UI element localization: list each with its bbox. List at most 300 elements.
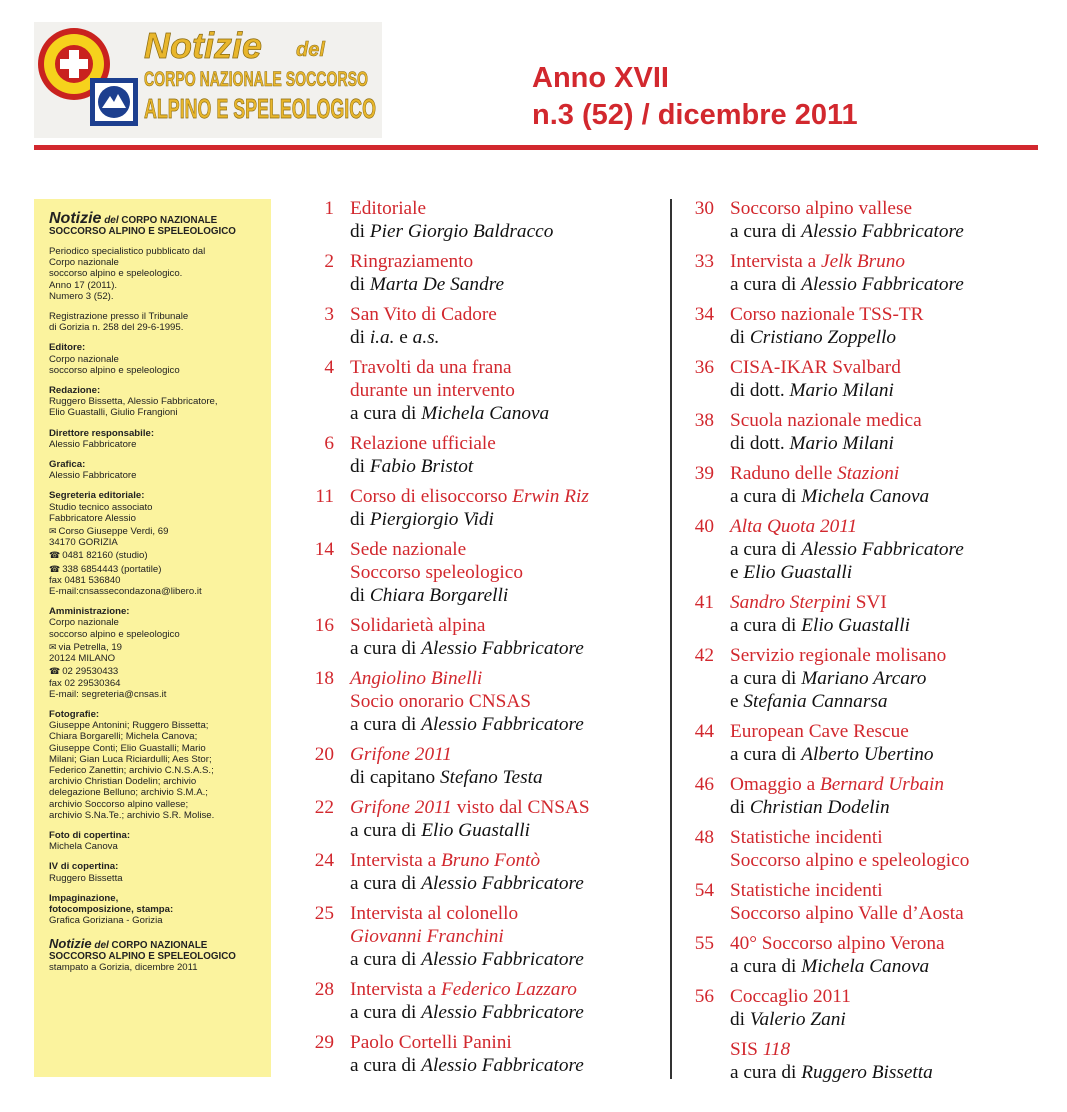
toc-entry[interactable] [680, 462, 1030, 508]
toc-title [350, 561, 662, 584]
toc-title [730, 303, 1030, 326]
toc-entry[interactable] [300, 485, 662, 531]
toc-title-segment: 40° Soccorso alpino Verona [730, 933, 945, 954]
colophon-text-line: Periodico specialistico pubblicato dal [49, 246, 206, 257]
toc-title-segment: CISA-IKAR Svalbard [730, 357, 901, 378]
colophon-line2: SOCCORSO ALPINO E SPELEOLOGICO [49, 226, 236, 237]
colophon-text-line: Chiara Borgarelli; Michela Canova; [49, 731, 198, 743]
toc-page-number: 56 [694, 986, 714, 1007]
toc-page-number: 34 [694, 304, 714, 325]
toc-entry[interactable] [680, 591, 1030, 637]
toc-title [730, 462, 1030, 485]
grafica-label: Grafica: [49, 459, 86, 471]
toc-title-segment: Travolti da una frana [350, 357, 512, 378]
toc-title-segment: Federico Lazzaro [441, 979, 577, 1000]
toc-page-number: 54 [694, 880, 714, 901]
toc-credit-segment: Ruggero Bissetta [801, 1062, 933, 1083]
toc-title-segment: Bruno Fontò [441, 850, 541, 871]
toc-credit-segment: a cura di [350, 714, 422, 735]
toc-page-number: 3 [324, 304, 334, 325]
toc-title [730, 409, 1030, 432]
toc-credit-segment: di [730, 327, 750, 348]
toc-credit-segment: Elio Guastalli [801, 615, 910, 636]
toc-entry[interactable] [680, 197, 1030, 243]
toc-title [350, 849, 662, 872]
toc-credit [350, 948, 662, 971]
toc-credit-segment: di [730, 797, 750, 818]
cai-badge-icon [90, 78, 138, 126]
colophon-text-line: soccorso alpino e speleologico [49, 628, 180, 640]
colophon-text-line: soccorso alpino e speleologico [49, 364, 180, 376]
toc-entry[interactable] [680, 303, 1030, 349]
colophon-text-line: fax 0481 536840 [49, 574, 121, 586]
colophon-intro [49, 246, 261, 302]
logo-line1: CORPO NAZIONALE SOCCORSO [144, 68, 368, 91]
colophon-title: Notizie [49, 210, 102, 227]
toc-title [730, 879, 1030, 902]
toc-credit [730, 743, 1030, 766]
toc-title [730, 356, 1030, 379]
colophon-text-line: Federico Zanettin; archivio C.N.S.A.S.; [49, 764, 214, 776]
toc-page-number: 40 [694, 516, 714, 537]
toc-credit-segment: Alessio Fabbricatore [801, 539, 964, 560]
colophon-footer-title: Notizie [49, 936, 92, 952]
toc-page-number: 38 [694, 410, 714, 431]
toc-credit [730, 485, 1030, 508]
toc-credit [350, 1001, 662, 1024]
toc-entry[interactable] [680, 644, 1030, 713]
phone-icon: ☎ [49, 563, 61, 574]
toc-title-segment: Soccorso alpino e speleologico [730, 850, 970, 871]
colophon-footer [49, 938, 261, 962]
toc-credit-segment: Mario Milani [789, 433, 894, 454]
logo-del: del [296, 39, 325, 61]
issue-info [532, 60, 858, 134]
toc-credit-segment: Alessio Fabbricatore [421, 638, 584, 659]
toc-title [730, 720, 1030, 743]
logo-line2: ALPINO E SPELEOLOGICO [144, 93, 376, 124]
toc-credit [350, 819, 662, 842]
segreteria-phone-mobile: 338 6854443 (portatile) [62, 563, 162, 575]
toc-credit-segment: Marta De Sandre [369, 274, 505, 295]
colophon-text-line: Michela Canova [49, 841, 118, 853]
toc-credit [350, 508, 662, 531]
toc-credit [350, 766, 662, 789]
toc-title [350, 1031, 662, 1054]
toc-credit [730, 690, 1030, 713]
toc-title [350, 250, 662, 273]
toc-title-segment: Bernard Urbain [819, 774, 945, 795]
toc-title-segment: Ringraziamento [350, 251, 474, 272]
toc-credit-segment: a cura di [730, 539, 802, 560]
toc-entry[interactable] [680, 515, 1030, 584]
toc-title [350, 902, 662, 925]
toc-entry[interactable] [680, 409, 1030, 455]
toc-page-number: 55 [694, 933, 714, 954]
toc-page-number: 46 [694, 774, 714, 795]
toc-credit-segment: Alessio Fabbricatore [421, 949, 584, 970]
colophon-footer-line2: SOCCORSO ALPINO E SPELEOLOGICO [49, 951, 236, 963]
colophon-foto-copertina [49, 830, 261, 852]
toc-credit-segment: a cura di [350, 949, 422, 970]
toc-page-number: 30 [694, 198, 714, 219]
toc-entry[interactable] [300, 667, 662, 736]
toc-title-segment: 118 [762, 1039, 791, 1060]
toc-credit-segment: Michela Canova [421, 403, 550, 424]
toc-entry[interactable] [680, 356, 1030, 402]
toc-credit-segment: a cura di [730, 221, 802, 242]
colophon-footer-del: del [94, 940, 109, 952]
toc-title-segment: Intervista a [350, 850, 442, 871]
colophon-text-line: soccorso alpino e speleologico. [49, 268, 183, 280]
toc-credit-segment: Alessio Fabbricatore [421, 1055, 584, 1076]
toc-credit-segment: Alberto Ubertino [801, 744, 934, 765]
toc-title-segment: Paolo Cortelli Panini [350, 1032, 512, 1053]
toc-page-number: 18 [314, 668, 334, 689]
colophon-segreteria [49, 490, 261, 597]
toc-credit-segment: a cura di [350, 1002, 422, 1023]
toc-title [730, 985, 1030, 1008]
colophon-text-line: Giuseppe Conti; Elio Guastalli; Mario [49, 742, 206, 754]
toc-page-number: 42 [694, 645, 714, 666]
toc-title [730, 849, 1030, 872]
toc-title [350, 432, 662, 455]
toc-credit [350, 872, 662, 895]
toc-page-number: 25 [314, 903, 334, 924]
toc-page-number: 29 [314, 1032, 334, 1053]
toc-entry[interactable] [300, 250, 662, 296]
toc-title [350, 690, 662, 713]
toc-column-left [300, 197, 662, 1084]
colophon-text-line: fotocomposizione, stampa: [49, 903, 174, 915]
amministrazione-city: 20124 MILANO [49, 653, 116, 665]
toc-title [350, 485, 662, 508]
toc-title-segment: Solidarietà alpina [350, 615, 486, 636]
colophon-text-line: Elio Guastalli, Giulio Frangioni [49, 407, 178, 419]
toc-credit-segment: Pier Giorgio Baldracco [369, 221, 554, 242]
direttore-label: Direttore responsabile: [49, 427, 155, 439]
toc-entry[interactable] [300, 902, 662, 971]
toc-page-number: 36 [694, 357, 714, 378]
iv-copertina-label: IV di copertina: [49, 861, 119, 873]
toc-title [350, 356, 662, 379]
toc-credit [350, 637, 662, 660]
toc-title-segment: Corso nazionale TSS-TR [730, 304, 924, 325]
masthead-logo [34, 22, 382, 138]
colophon-text-line: Alessio Fabbricatore [49, 470, 137, 482]
toc-title-segment: Erwin Riz [512, 486, 589, 507]
toc-credit-segment: Mariano Arcaro [801, 668, 927, 689]
colophon-sidebar [34, 199, 271, 1077]
toc-page-number: 14 [314, 539, 334, 560]
toc-credit [350, 1054, 662, 1077]
issue-year: Anno XVII [532, 62, 669, 94]
toc-credit-segment: Alessio Fabbricatore [421, 1002, 584, 1023]
toc-page-number: 20 [314, 744, 334, 765]
toc-entry[interactable] [680, 826, 1030, 872]
colophon-text-line: Corpo nazionale [49, 617, 119, 629]
toc-entry[interactable] [300, 432, 662, 478]
toc-page-number: 39 [694, 463, 714, 484]
phone-icon: ☎ [49, 550, 61, 561]
toc-title [350, 978, 662, 1001]
toc-title-segment: Soccorso speleologico [350, 562, 523, 583]
toc-entry[interactable] [680, 932, 1030, 978]
toc-credit [350, 273, 662, 296]
toc-credit-segment: Alessio Fabbricatore [421, 714, 584, 735]
toc-entry[interactable] [680, 1038, 1030, 1084]
toc-title-segment: Soccorso alpino vallese [730, 198, 913, 219]
amministrazione-street: via Petrella, 19 [58, 641, 123, 653]
colophon-iv-copertina [49, 861, 261, 883]
toc-title [350, 303, 662, 326]
colophon-text-line: di Gorizia n. 258 del 29-6-1995. [49, 322, 184, 334]
toc-credit-segment: Piergiorgio Vidi [369, 509, 494, 530]
toc-title-segment: Giovanni Franchini [350, 926, 504, 947]
colophon-editore [49, 342, 261, 376]
toc-entry[interactable] [300, 197, 662, 243]
toc-title-segment: Intervista a [730, 251, 822, 272]
foto-copertina-label: Foto di copertina: [49, 829, 131, 841]
colophon-printed: stampato a Gorizia, dicembre 2011 [49, 962, 198, 974]
toc-credit-segment: e [730, 562, 744, 583]
toc-credit [730, 326, 1030, 349]
segreteria-phone-studio: 0481 82160 (studio) [62, 550, 148, 562]
colophon-direttore [49, 428, 261, 450]
toc-entry[interactable] [300, 743, 662, 789]
toc-credit-segment: di [350, 509, 370, 530]
toc-title [350, 538, 662, 561]
colophon-text-line: Studio tecnico associato [49, 501, 153, 513]
toc-credit-segment: di [350, 456, 370, 477]
toc-title [350, 796, 662, 819]
toc-title [730, 644, 1030, 667]
toc-credit [730, 1061, 1030, 1084]
toc-title-segment: Editoriale [350, 198, 427, 219]
toc-entry[interactable] [300, 1031, 662, 1077]
toc-title [350, 379, 662, 402]
toc-credit [730, 538, 1030, 561]
toc-credit-segment: a cura di [350, 403, 422, 424]
toc-entry[interactable] [680, 879, 1030, 925]
toc-title [730, 902, 1030, 925]
toc-entry[interactable] [300, 849, 662, 895]
colophon-text-line: E-mail:cnsassecondazona@libero.it [49, 586, 202, 598]
envelope-icon: ✉ [49, 526, 57, 537]
toc-credit [350, 220, 662, 243]
toc-page-number: 24 [314, 850, 334, 871]
toc-title [730, 197, 1030, 220]
colophon-redazione [49, 385, 261, 419]
toc-title-segment: Alta Quota 2011 [730, 516, 858, 537]
toc-credit [350, 584, 662, 607]
toc-title [730, 591, 1030, 614]
toc-title-segment: Relazione ufficiale [350, 433, 496, 454]
toc-title [730, 773, 1030, 796]
colophon-text-line: archivio Christian Dodelin; archivio [49, 776, 197, 788]
toc-entry[interactable] [300, 978, 662, 1024]
toc-credit-segment: di [350, 327, 370, 348]
logo-title: Notizie [144, 25, 263, 66]
toc-title [350, 925, 662, 948]
colophon-text-line: Alessio Fabbricatore [49, 438, 137, 450]
colophon-text-line: Registrazione presso il Tribunale [49, 311, 189, 323]
toc-title [730, 826, 1030, 849]
colophon-text-line: Numero 3 (52). [49, 290, 114, 302]
toc-title-segment: Raduno delle [730, 463, 838, 484]
toc-page-number: 28 [314, 979, 334, 1000]
toc-credit-segment: di dott. [730, 433, 790, 454]
toc-entry[interactable] [680, 985, 1030, 1031]
toc-credit-segment: a cura di [730, 744, 802, 765]
toc-title-segment: Scuola nazionale medica [730, 410, 922, 431]
colophon-text-line: archivio Soccorso alpino vallese; [49, 798, 189, 810]
toc-title-segment: European Cave Rescue [730, 721, 909, 742]
toc-credit-segment: a cura di [350, 820, 422, 841]
toc-entry[interactable] [680, 773, 1030, 819]
amministrazione-label: Amministrazione: [49, 606, 130, 618]
segreteria-city: 34170 GORIZIA [49, 537, 118, 549]
fotografie-label: Fotografie: [49, 708, 100, 720]
toc-credit-segment: a.s. [412, 327, 440, 348]
colophon-del: del [104, 215, 119, 226]
toc-credit-segment: e [730, 691, 744, 712]
colophon-text-line: Fabbricatore Alessio [49, 512, 136, 524]
toc-credit [350, 402, 662, 425]
toc-credit-segment: Elio Guastalli [421, 820, 530, 841]
toc-credit [730, 561, 1030, 584]
toc-title-segment: Angiolino Binelli [350, 668, 483, 689]
toc-page-number: 22 [314, 797, 334, 818]
toc-title-segment: Sede nazionale [350, 539, 467, 560]
toc-entry[interactable] [300, 356, 662, 425]
toc-page-number: 41 [694, 592, 714, 613]
toc-entry[interactable] [300, 538, 662, 607]
toc-title [350, 614, 662, 637]
toc-credit [730, 667, 1030, 690]
toc-title [350, 197, 662, 220]
colophon-text-line: Ruggero Bissetta [49, 872, 123, 884]
toc-credit [350, 455, 662, 478]
toc-title [350, 743, 662, 766]
toc-title [730, 1038, 1030, 1061]
toc-page-number: 33 [694, 251, 714, 272]
toc-title-segment: Servizio regionale molisano [730, 645, 947, 666]
toc-credit [730, 955, 1030, 978]
column-divider [670, 199, 672, 1079]
envelope-icon: ✉ [49, 641, 57, 652]
toc-entry[interactable] [680, 250, 1030, 296]
toc-title-segment: durante un intervento [350, 380, 515, 401]
toc-entry[interactable] [300, 303, 662, 349]
toc-title-segment: Soccorso alpino Valle d’Aosta [730, 903, 964, 924]
toc-page-number: 1 [324, 198, 334, 219]
toc-credit-segment: e [394, 327, 413, 348]
toc-title-segment: Socio onorario CNSAS [350, 691, 532, 712]
editore-label: Editore: [49, 342, 86, 354]
toc-title [730, 515, 1030, 538]
toc-credit-segment: a cura di [350, 873, 422, 894]
colophon-impaginazione [49, 893, 261, 927]
toc-credit-segment: a cura di [350, 1055, 422, 1076]
toc-title-segment: Jelk Bruno [821, 251, 906, 272]
colophon-grafica [49, 459, 261, 481]
toc-title-segment: SIS [730, 1039, 763, 1060]
toc-page-number: 16 [314, 615, 334, 636]
colophon-text-line: Corpo nazionale [49, 353, 119, 365]
toc-credit [730, 273, 1030, 296]
toc-entry[interactable] [680, 720, 1030, 766]
toc-credit [730, 614, 1030, 637]
toc-credit [730, 220, 1030, 243]
toc-title-segment: Stazioni [837, 463, 900, 484]
toc-credit-segment: di [350, 221, 370, 242]
colophon-amministrazione [49, 606, 261, 700]
toc-title-segment: Grifone 2011 [350, 797, 452, 818]
toc-credit [350, 713, 662, 736]
issue-number-date: n.3 (52) / dicembre 2011 [532, 99, 858, 131]
toc-credit-segment: di dott. [730, 380, 790, 401]
toc-entry[interactable] [300, 796, 662, 842]
toc-entry[interactable] [300, 614, 662, 660]
toc-credit [730, 432, 1030, 455]
toc-credit [730, 1008, 1030, 1031]
toc-credit-segment: Alessio Fabbricatore [421, 873, 584, 894]
toc-title-segment: San Vito di Cadore [350, 304, 497, 325]
colophon-text-line: Anno 17 (2011). [49, 279, 118, 291]
toc-page-number: 48 [694, 827, 714, 848]
toc-credit-segment: i.a. [369, 327, 395, 348]
colophon-masthead [49, 210, 261, 237]
toc-credit-segment: a cura di [730, 956, 802, 977]
colophon-text-line: archivio S.Na.Te.; archivio S.R. Molise. [49, 809, 215, 821]
colophon-text-line: Grafica Goriziana - Gorizia [49, 915, 163, 927]
toc-title-segment: Grifone 2011 [350, 744, 452, 765]
toc-credit-segment: Fabio Bristot [369, 456, 474, 477]
colophon-text-line: Giuseppe Antonini; Ruggero Bissetta; [49, 720, 209, 732]
toc-credit-segment: Alessio Fabbricatore [801, 274, 964, 295]
toc-credit-segment: a cura di [730, 274, 802, 295]
toc-credit-segment: a cura di [730, 1062, 802, 1083]
toc-credit-segment: di [350, 585, 370, 606]
toc-credit-segment: Elio Guastalli [743, 562, 853, 583]
toc-title-segment: visto dal CNSAS [451, 797, 590, 818]
toc-page-number: 44 [694, 721, 714, 742]
toc-title [350, 667, 662, 690]
colophon-text-line: fax 02 29530364 [49, 677, 121, 689]
toc-title [730, 250, 1030, 273]
toc-credit-segment: Mario Milani [789, 380, 894, 401]
colophon-text-line: Impaginazione, [49, 892, 119, 904]
toc-title-segment: SVI [850, 592, 887, 613]
toc-title-segment: Sandro Sterpini [730, 592, 851, 613]
toc-credit-segment: Christian Dodelin [749, 797, 890, 818]
colophon-text-line: E-mail: segreteria@cnsas.it [49, 688, 167, 700]
colophon-fotografie [49, 709, 261, 821]
header-rule [34, 145, 1038, 150]
toc-credit [730, 379, 1030, 402]
colophon-registration [49, 311, 261, 333]
toc-credit-segment: di [730, 1009, 750, 1030]
toc-credit-segment: Stefano Testa [439, 767, 543, 788]
toc-title-segment: Coccaglio 2011 [730, 986, 851, 1007]
toc-page-number: 4 [324, 357, 334, 378]
amministrazione-phone: 02 29530433 [62, 666, 119, 678]
toc-page-number: 2 [324, 251, 334, 272]
segreteria-street: Corso Giuseppe Verdi, 69 [58, 526, 169, 538]
redazione-label: Redazione: [49, 385, 101, 397]
toc-credit-segment: a cura di [350, 638, 422, 659]
